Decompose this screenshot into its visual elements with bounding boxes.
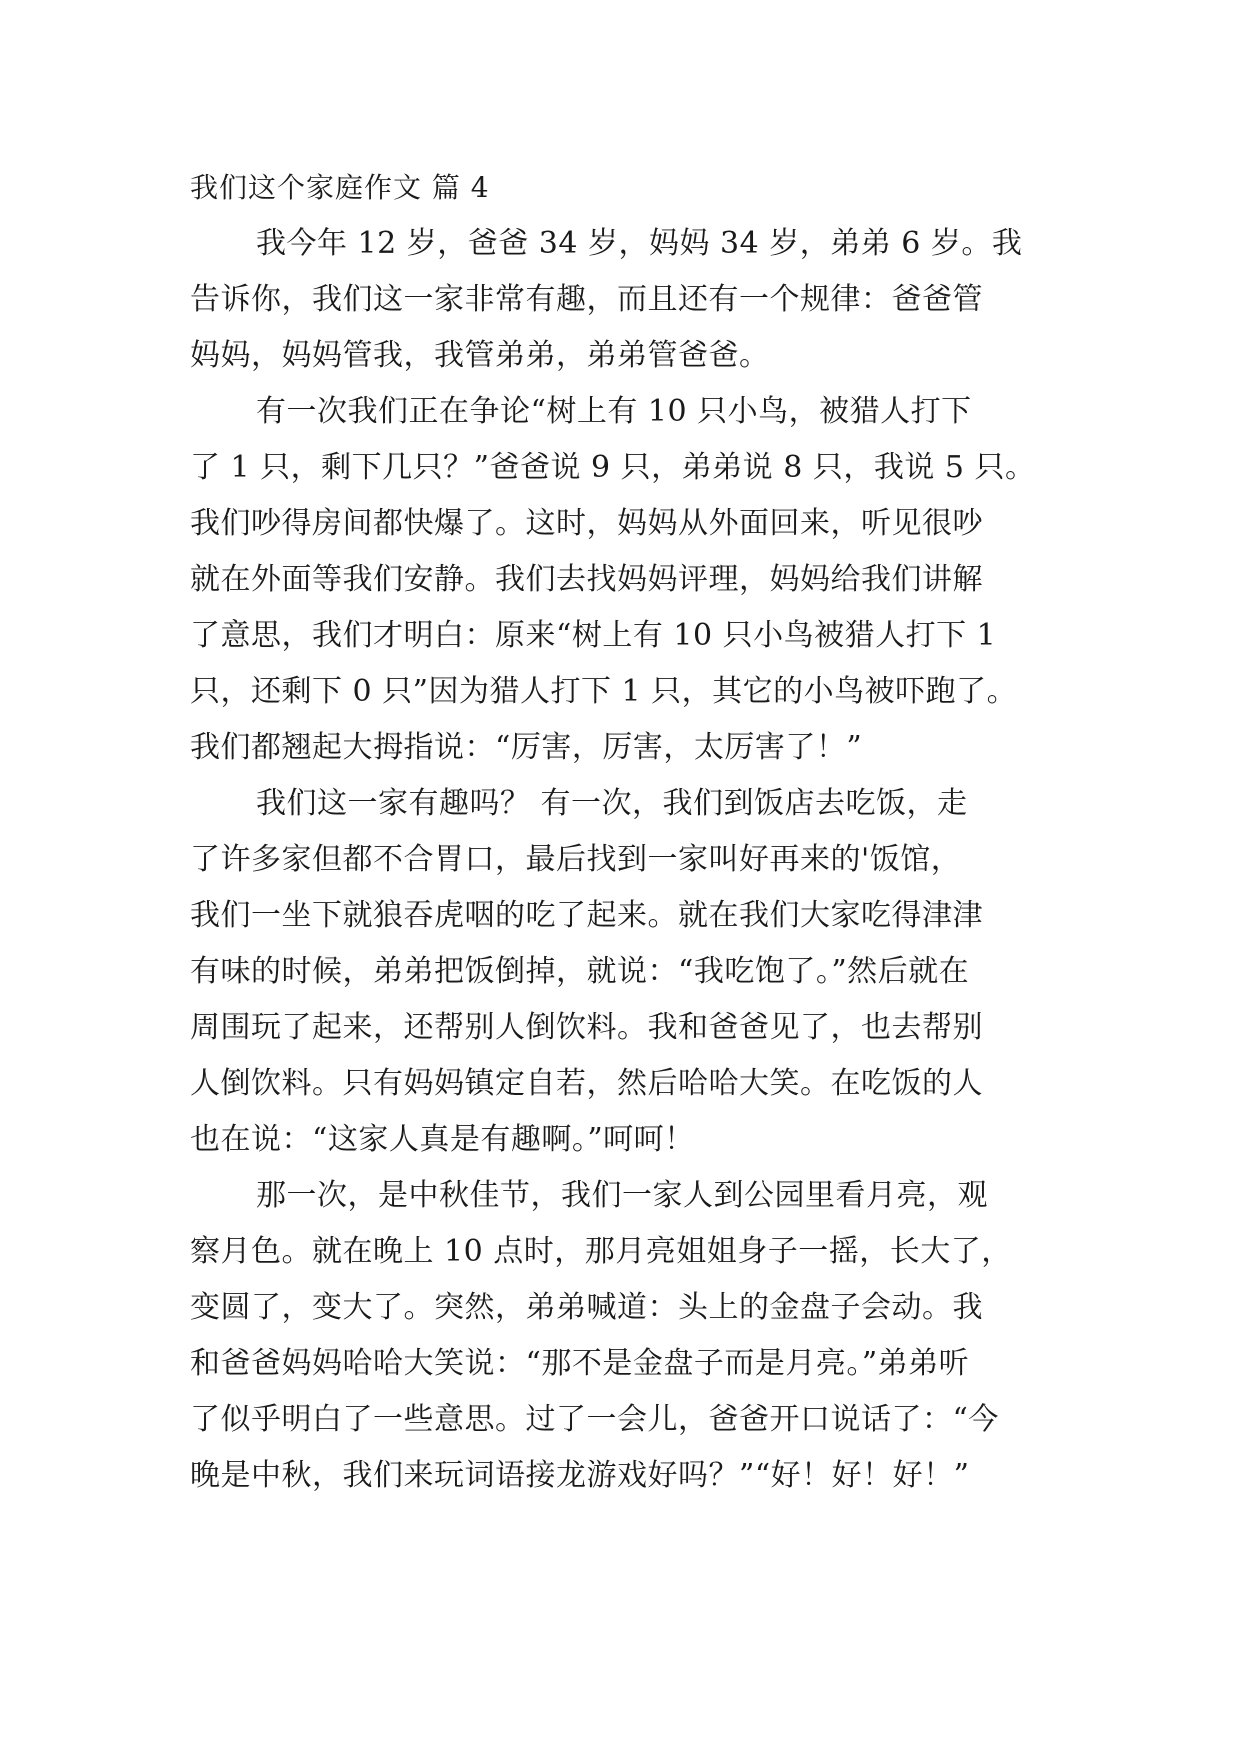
paragraph-line: 了许多家但都不合胃口，最后找到一家叫好再来的'饭馆， — [190, 842, 962, 877]
paragraph-line: 有一次我们正在争论“树上有 10 只小鸟，被猎人打下 — [256, 394, 972, 429]
paragraph-line: 了意思，我们才明白：原来“树上有 10 只小鸟被猎人打下 1 — [190, 618, 997, 653]
document-body — [190, 160, 1060, 1504]
paragraph-line: 告诉你，我们这一家非常有趣，而且还有一个规律：爸爸管 — [190, 282, 983, 317]
essay-title: 我们这个家庭作文 篇 4 — [190, 171, 490, 204]
paragraph-line: 就在外面等我们安静。我们去找妈妈评理，妈妈给我们讲解 — [190, 562, 983, 597]
paragraph-line: 也在说：“这家人真是有趣啊。”呵呵！ — [190, 1122, 695, 1157]
paragraph-line: 那一次，是中秋佳节，我们一家人到公园里看月亮，观 — [256, 1178, 988, 1213]
paragraph-line: 我今年 12 岁，爸爸 34 岁，妈妈 34 岁，弟弟 6 岁。我 — [256, 226, 1023, 261]
paragraph-line: 察月色。就在晚上 10 点时，那月亮姐姐身子一摇，长大了， — [190, 1234, 1012, 1269]
paragraph-line: 我们一坐下就狼吞虎咽的吃了起来。就在我们大家吃得津津 — [190, 898, 983, 933]
paragraph-1 — [190, 216, 1060, 384]
paragraph-line: 有味的时候，弟弟把饭倒掉，就说：“我吃饱了。”然后就在 — [190, 954, 970, 989]
paragraph-line: 我们这一家有趣吗？ 有一次，我们到饭店去吃饭，走 — [256, 786, 968, 821]
paragraph-line: 了 1 只，剩下几只？”爸爸说 9 只，弟弟说 8 只，我说 5 只。 — [190, 450, 1036, 485]
paragraph-line: 了似乎明白了一些意思。过了一会儿，爸爸开口说话了：“今 — [190, 1402, 999, 1437]
paragraph-line: 周围玩了起来，还帮别人倒饮料。我和爸爸见了，也去帮别 — [190, 1010, 983, 1045]
paragraph-line: 我们都翘起大拇指说：“厉害，厉害，太厉害了！” — [190, 730, 863, 765]
paragraph-line: 和爸爸妈妈哈哈大笑说：“那不是金盘子而是月亮。”弟弟听 — [190, 1346, 970, 1381]
paragraph-line: 只，还剩下 0 只”因为猎人打下 1 只，其它的小鸟被吓跑了。 — [190, 674, 1018, 709]
paragraph-2 — [190, 384, 1060, 776]
paragraph-line: 人倒饮料。只有妈妈镇定自若，然后哈哈大笑。在吃饭的人 — [190, 1066, 983, 1101]
paragraph-3 — [190, 776, 1060, 1168]
paragraph-line: 妈妈，妈妈管我，我管弟弟，弟弟管爸爸。 — [190, 338, 770, 373]
paragraph-line: 变圆了，变大了。突然，弟弟喊道：头上的金盘子会动。我 — [190, 1290, 983, 1325]
paragraph-4 — [190, 1168, 1060, 1504]
paragraph-line: 我们吵得房间都快爆了。这时，妈妈从外面回来，听见很吵 — [190, 506, 983, 541]
paragraph-line: 晚是中秋，我们来玩词语接龙游戏好吗？”“好！好！好！” — [190, 1458, 970, 1493]
